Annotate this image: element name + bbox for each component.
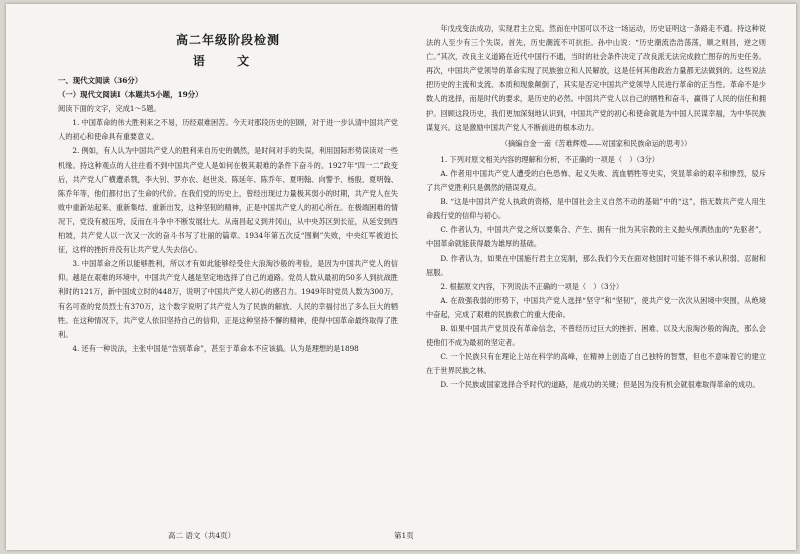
question-2-option-b: B. 如果中国共产党员没有革命信念，不曾经历过巨大的挫折、困难、以及大浪淘沙般的淘洗，那么会使他们不成为最初的坚定者。	[426, 323, 766, 348]
exam-page	[6, 4, 796, 550]
instruction: 阅读下面的文字，完成1～5题。	[58, 104, 161, 114]
question-2-option-d: D. 一个民族或国家选择合乎时代的道路，是成功的关键；但是因为没有机会就很难取得革命的成功。	[440, 380, 760, 390]
paragraph-1: 1. 中国革命的伟大胜利来之不易，历经艰难困苦。今天对那段历史的回顾，对于进一步认清中国共产党人的初心和使命具有重要意义。	[58, 118, 398, 142]
footer-subject: 高二 语文（共4页）	[168, 531, 236, 540]
source-citation: （摘编自金一南《苦难辉煌——对国家和民族命运的思考》）	[500, 138, 692, 148]
question-2: 2. 根据原文内容，下列说法不正确的一项是（ ）（3分）	[440, 281, 624, 291]
paragraph-continued: 年戊戌变法成功，实现君主立宪。然而在中国可以不这一场运动，历史证明这一条路走不通。持这种说法的人至少有三个失误。首先，历史潮流不可抗拒。孙中山说：“历史潮流浩浩荡荡，顺之则昌，逆之则亡。”其次，改良主义道路在近代中国行不通，当时的社会条件决定了改良派无法完成救亡图存的历史任务。再次，中国共产党领导的革命实现了民族独立和人民解放，这是任何其他政治力量都无法做到的。这些说法把历史的主流和支流、本质和现象颠倒了，其实是否定中国共产党领导人民进行革命的正当性。革命不是少数人的选择，而是时代的要求，是历史的必然。中国共产党人以自己的牺牲和奋斗，赢得了人民的信任和拥护。回顾这段历史，我们更加深刻地认识到，中国共产党的初心和使命就是为中国人民谋幸福，为中华民族谋复兴。这是激励中国共产党人不断前进的根本动力。	[426, 24, 766, 132]
page-number: 第1页	[394, 531, 414, 540]
question-2-option-a: A. 在敌强我弱的形势下，中国共产党人选择“坚守”和“坚韧”，使共产党一次次从困境中突围，从绝境中奋起，完成了艰难的民族救亡的重大使命。	[426, 295, 766, 319]
left-column	[58, 30, 398, 356]
question-1-option-d: D. 作者认为，如果在中国施行君主立宪制，那么我们今天在面对他国时可能不得不承认积弱、忍耐和屈服。	[426, 253, 766, 277]
paragraph-3: 3. 中国革命之所以能够胜利，所以才有如此能够经受住大浪淘沙般的考验，是因为中国共产党人的信仰。越是在艰难的环境中，中国共产党人越是坚定地选择了自己的道路。党员人数从最初的50多人到抗战胜利时的121万，新中国成立时的448万，说明了中国共产党人初心的感召力。1949年时党员人数为300万，有名可查的党员烈士有370万，这个数字说明了共产党人为了民族的解放、人民的幸福付出了多么巨大的牺牲。在这种情况下，共产党人依旧坚持自己的信仰，正是这种坚持不懈的精神，使得中国革命最终取得了胜利。	[58, 259, 398, 339]
paragraph-2: 2. 例如，有人认为中国共产党人的胜利来自历史的偶然，是时间对手的失误，利用国际形势误读对一些机缘。持这种观点的人往往看不到中国共产党人是如何在极其艰难的条件下奋斗的。1927年“四一二”政变后，共产党人广横遭杀戮，李大钊、罗亦农、赵世炎、陈延年、陈乔年、夏明翰、向警予、杨殷、夏明翰、陈乔年等，他们都付出了生命的代价。在我们党的历史上，曾经出现过力量极其弱小的时期，共产党人在失败中重新站起来、重新集结、重新出发，这种坚韧的精神，正是中国共产党人的初心所在。在极端困难的情况下，党没有被压垮，反而在斗争中不断发展壮大。从南昌起义到井冈山，从中央苏区到长征，从延安到西柏坡，共产党人以一次又一次的奋斗书写了壮丽的篇章。1934年第五次反“围剿”失败，中央红军被迫长征，这样的挫折并没有让共产党人失去信心。	[58, 146, 398, 255]
subject-title: 语 文	[192, 54, 264, 68]
paragraph-4: 4. 还有一种说法，主张中国是“告别革命”，甚至于革命本不应该搞。认为是理想的是1898	[72, 343, 359, 353]
section-heading: 一、现代文阅读（36分）	[58, 76, 143, 85]
question-1-option-b: B. “这是中国共产党人执政的资格，是中国社会主义自然不动的基础”中的“这”，指无数共产党人用生命践行党的信仰与初心。	[426, 197, 766, 221]
question-1: 1. 下列对原文相关内容的理解和分析，不正确的一项是（ ）（3分）	[440, 154, 659, 164]
question-1-option-a: A. 作者用中国共产党人遭受的白色恐怖、起义失败、流血牺牲等史实，突显革命的艰辛和惨烈，驳斥了共产党胜利只是偶然的错误观点。	[426, 168, 766, 193]
subsection-heading: （一）现代文阅读Ⅰ（本题共5小题，19分）	[58, 90, 203, 100]
question-2-option-c: C. 一个民族只有在理论上站在科学的高峰，在精神上创造了自己独特的智慧，但也不意味着它的建立在于世界民族之林。	[426, 352, 766, 376]
question-1-option-c: C. 作者认为，中国共产党之所以要集合、产生、拥有一批为其宗教的主义抛头颅洒热血的“先驱者”，中国革命就能获得最为雄厚的基础。	[426, 225, 766, 249]
exam-title: 高二年级阶段检测	[175, 33, 280, 47]
right-column	[426, 22, 766, 392]
